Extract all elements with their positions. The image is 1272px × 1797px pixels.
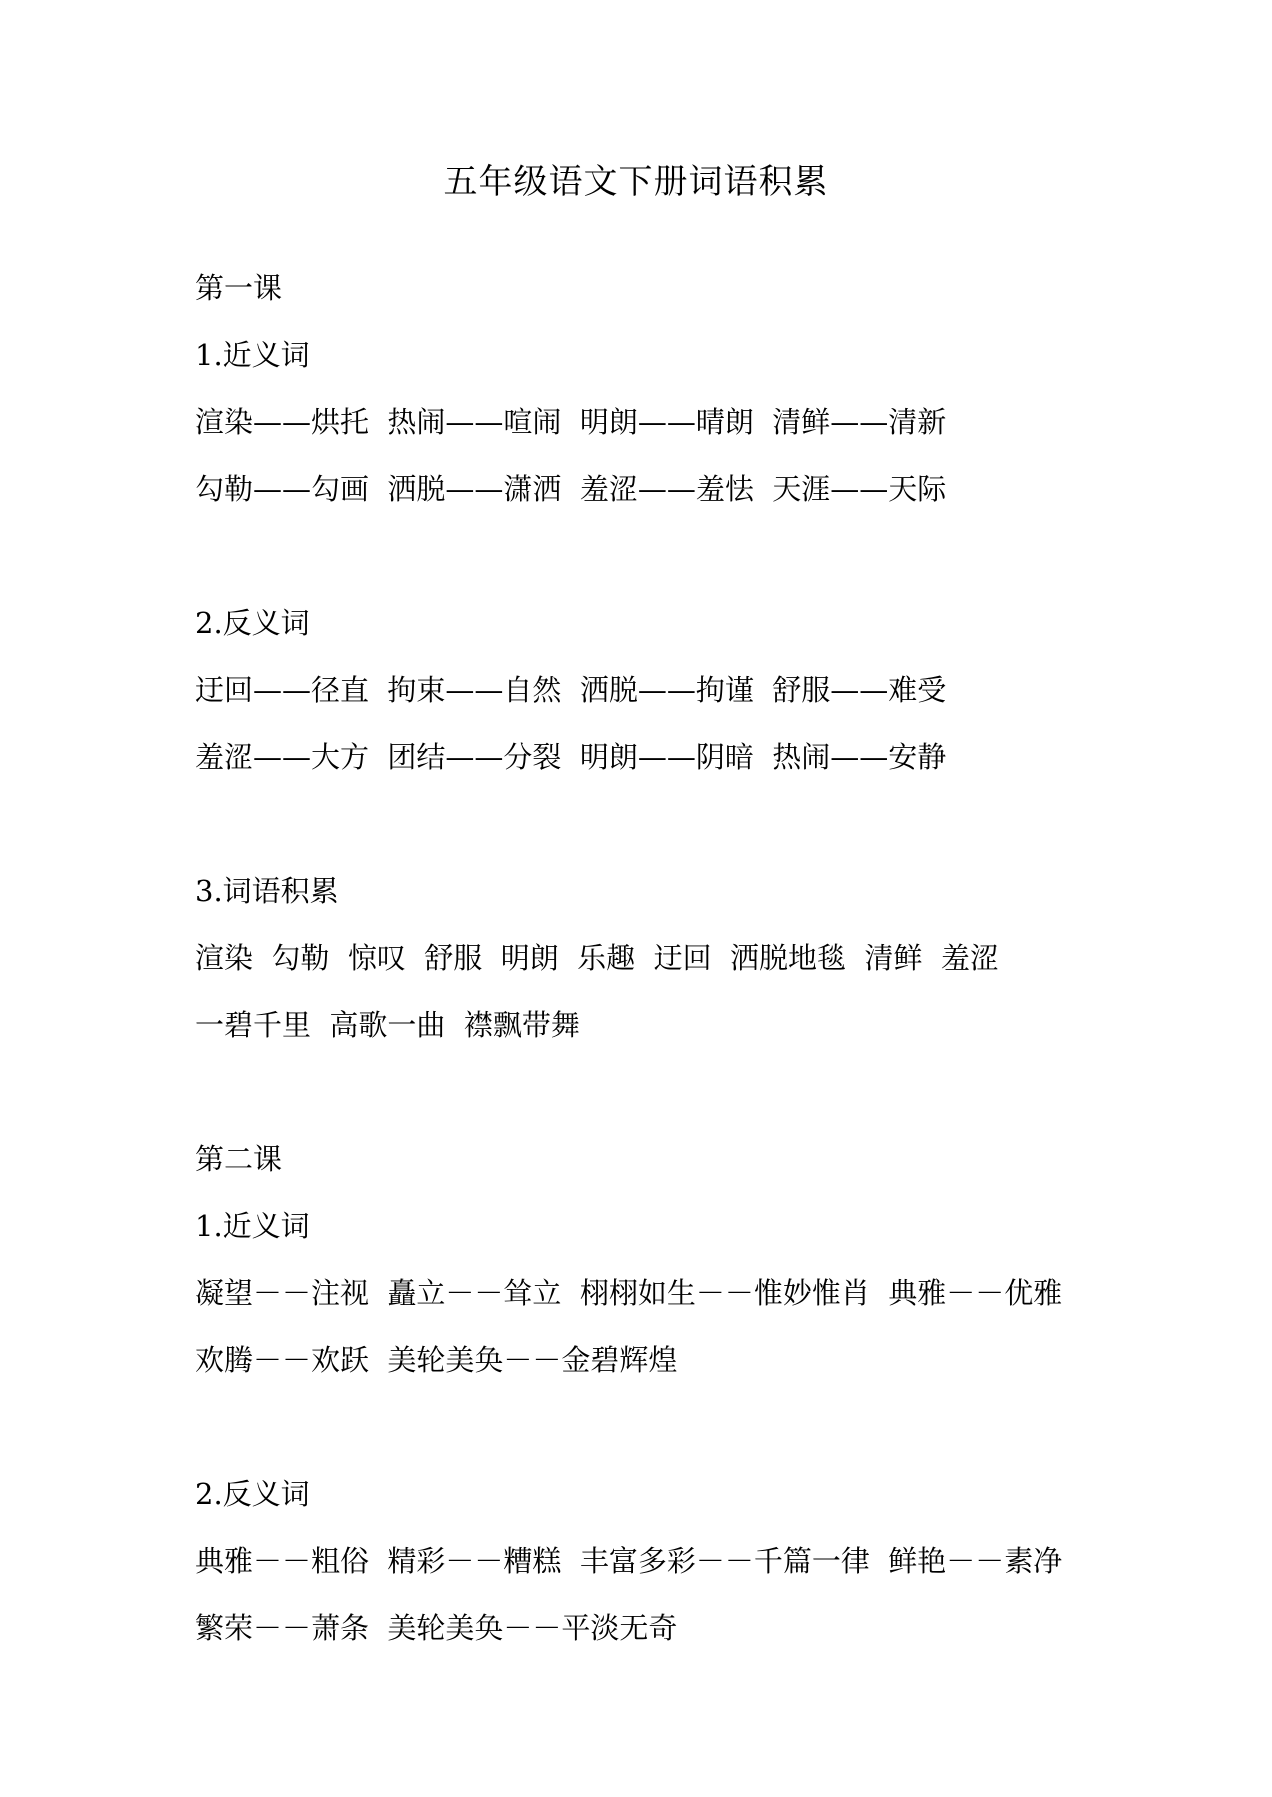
- lesson-1-synonyms-label: 1.近义词: [195, 338, 310, 372]
- lesson-2-antonyms-label: 2.反义词: [195, 1477, 310, 1511]
- lesson-2-antonyms-line: 典雅－－粗俗 精彩－－糟糕 丰富多彩－－千篇一律 鲜艳－－素净: [195, 1544, 1063, 1578]
- lesson-2-synonyms-label: 1.近义词: [195, 1209, 310, 1243]
- lesson-2-synonyms-line: 凝望－－注视 矗立－－耸立 栩栩如生－－惟妙惟肖 典雅－－优雅: [195, 1276, 1063, 1310]
- page-title: 五年级语文下册词语积累: [443, 162, 829, 202]
- lesson-1-synonyms-line: 勾勒——勾画 洒脱——潇洒 羞涩——羞怯 天涯——天际: [195, 472, 947, 506]
- lesson-1-antonyms-line: 羞涩——大方 团结——分裂 明朗——阴暗 热闹——安静: [195, 740, 947, 774]
- lesson-1-synonyms-line: 渲染——烘托 热闹——喧闹 明朗——晴朗 清鲜——清新: [195, 405, 947, 439]
- lesson-1-vocabulary-line: 一碧千里 高歌一曲 襟飘带舞: [195, 1008, 580, 1042]
- lesson-2-synonyms-line: 欢腾－－欢跃 美轮美奂－－金碧辉煌: [195, 1343, 678, 1377]
- lesson-1-antonyms-label: 2.反义词: [195, 606, 310, 640]
- lesson-1-antonyms-line: 迂回——径直 拘束——自然 洒脱——拘谨 舒服——难受: [195, 673, 947, 707]
- lesson-1-vocabulary-line: 渲染 勾勒 惊叹 舒服 明朗 乐趣 迂回 洒脱地毯 清鲜 羞涩: [195, 941, 999, 975]
- lesson-2-antonyms-line: 繁荣－－萧条 美轮美奂－－平淡无奇: [195, 1611, 678, 1645]
- lesson-2-heading: 第二课: [195, 1142, 283, 1176]
- lesson-1-heading: 第一课: [195, 271, 283, 305]
- lesson-1-vocabulary-label: 3.词语积累: [195, 874, 339, 908]
